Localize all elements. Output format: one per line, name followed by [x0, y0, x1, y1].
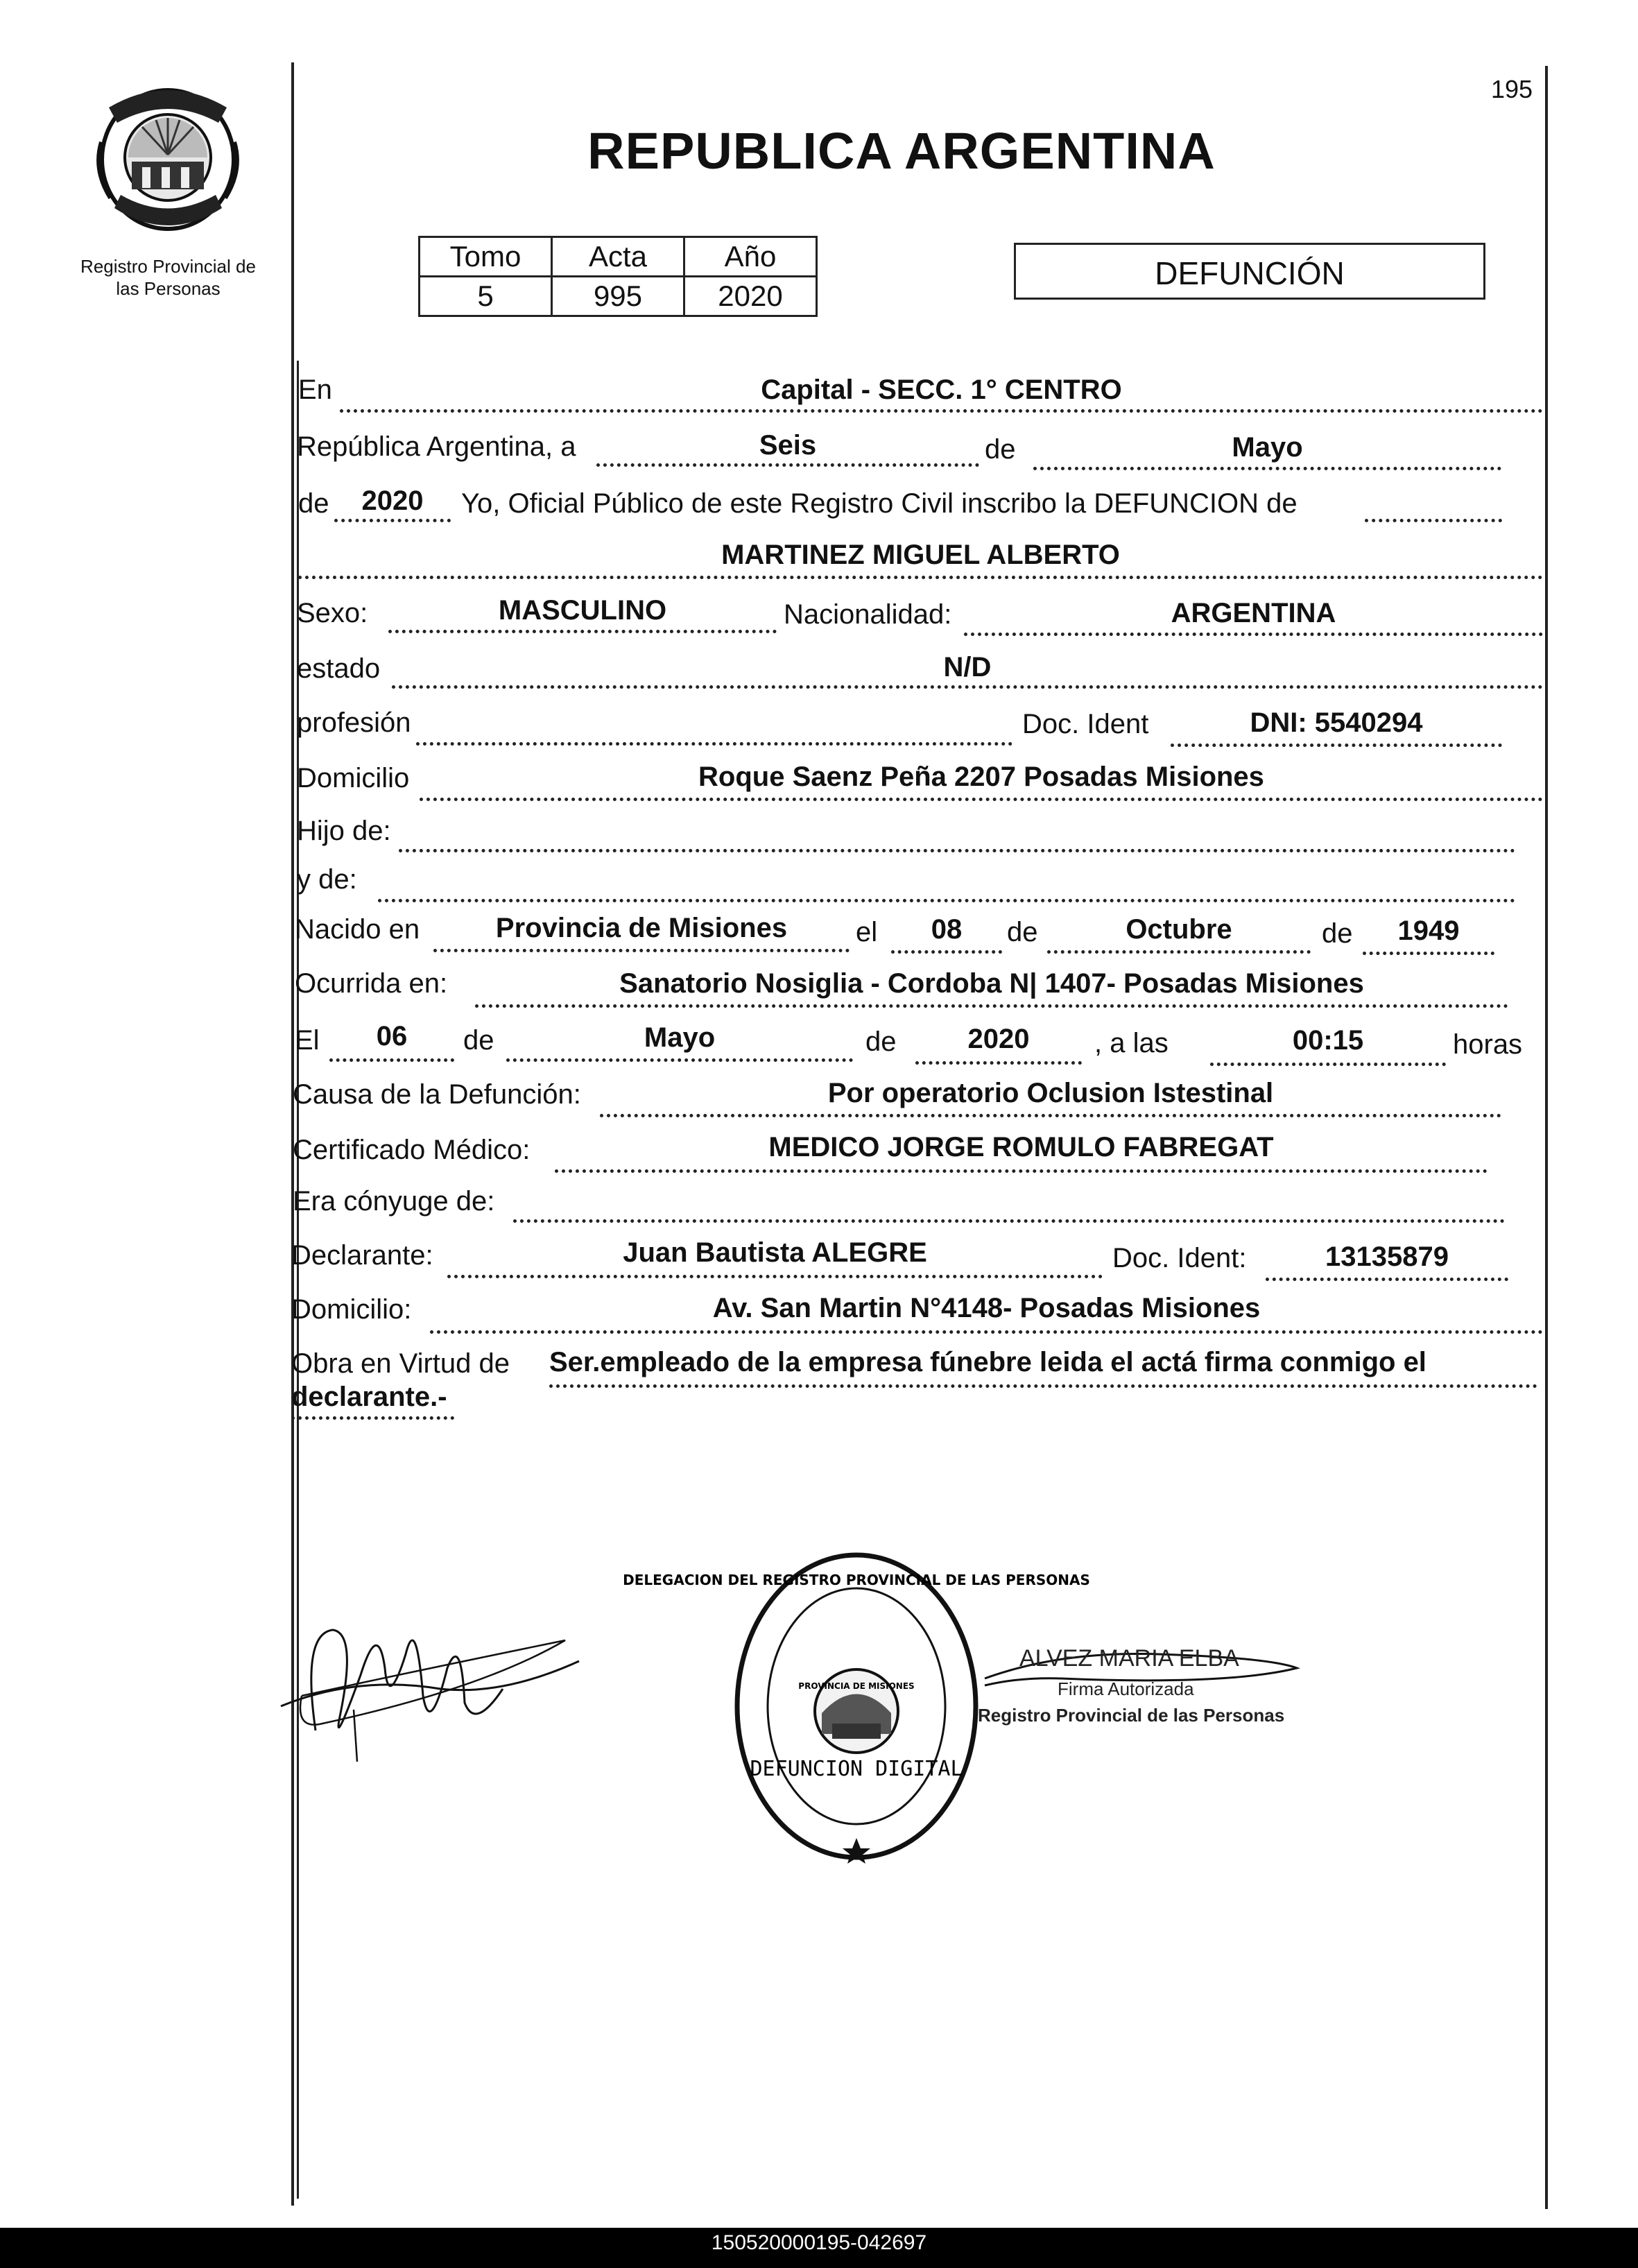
record-table-value-row — [420, 277, 817, 316]
en-line — [340, 409, 1543, 413]
birth-day: 08 — [931, 914, 963, 945]
yde-label: y de: — [297, 864, 357, 895]
domicilio2-label: Domicilio: — [291, 1294, 412, 1325]
hijo-line — [399, 849, 1515, 852]
official-name: ALVEZ MARIA ELBA — [1019, 1645, 1239, 1672]
official-institution: Registro Provincial de las Personas — [978, 1705, 1285, 1726]
registry-caption-line1: Registro Provincial de — [80, 256, 256, 277]
nacido-line — [433, 949, 850, 952]
record-table-header-row — [420, 237, 817, 277]
birth-de2-label: de — [1322, 918, 1353, 949]
domicilio2-line — [430, 1330, 1543, 1334]
registration-year: 2020 — [361, 486, 424, 516]
anio-value: 2020 — [684, 277, 817, 316]
domicilio-label: Domicilio — [297, 763, 410, 793]
doc-ident2-label: Doc. Ident: — [1112, 1243, 1247, 1273]
right-margin-line — [1545, 66, 1548, 2209]
estado-label: estado — [297, 653, 381, 684]
acta-value: 995 — [552, 277, 684, 316]
conyuge-line — [513, 1219, 1505, 1223]
year-prefix-label: de — [298, 488, 329, 519]
birth-year-line — [1363, 952, 1494, 955]
republica-label: República Argentina, a — [297, 431, 576, 462]
obra-line-2 — [291, 1416, 454, 1420]
name-line — [298, 576, 1543, 579]
death-month-line — [506, 1058, 853, 1062]
doc-ident-value: DNI: 5540294 — [1250, 707, 1423, 738]
month-line — [1033, 467, 1501, 470]
sexo-value: MASCULINO — [498, 595, 667, 626]
deceased-name: MARTINEZ MIGUEL ALBERTO — [721, 540, 1120, 570]
obra-value-1: Ser.empleado de la empresa fúnebre leida el actá firma conmigo el — [549, 1347, 1426, 1377]
death-time: 00:15 — [1292, 1025, 1364, 1056]
death-day: 06 — [376, 1021, 408, 1051]
de-label: de — [985, 434, 1016, 465]
domicilio-line — [420, 798, 1543, 801]
nacionalidad-label: Nacionalidad: — [784, 599, 952, 630]
death-de1-label: de — [463, 1025, 494, 1056]
death-de2-label: de — [865, 1026, 897, 1057]
certificado-line — [555, 1169, 1488, 1173]
conyuge-label: Era cónyuge de: — [293, 1186, 495, 1217]
doc-ident2-value: 13135879 — [1325, 1242, 1449, 1272]
birthplace-value: Provincia de Misiones — [495, 913, 788, 943]
alas-label: , a las — [1094, 1028, 1169, 1058]
sexo-label: Sexo: — [297, 598, 368, 628]
left-margin-line-2 — [297, 361, 299, 2199]
profesion-label: profesión — [297, 707, 411, 738]
record-table — [418, 236, 818, 317]
document-title: REPUBLICA ARGENTINA — [587, 122, 1216, 180]
registration-month: Mayo — [1232, 432, 1303, 463]
ocurrida-line — [475, 1004, 1508, 1008]
birth-month: Octubre — [1126, 914, 1232, 945]
nacido-label: Nacido en — [295, 914, 420, 945]
doc-ident-line — [1171, 744, 1502, 747]
registry-caption-line2: las Personas — [116, 278, 221, 299]
nacionalidad-value: ARGENTINA — [1171, 598, 1336, 628]
causa-label: Causa de la Defunción: — [293, 1079, 581, 1110]
tomo-value: 5 — [420, 277, 552, 316]
declarante-value: Juan Bautista ALEGRE — [623, 1237, 927, 1268]
stamp-center-text: DEFUNCION DIGITAL — [750, 1757, 963, 1781]
document-code: 150520000195-042697 — [711, 2231, 927, 2254]
stamp-ring-text: DELEGACION DEL REGISTRO PROVINCIAL DE LAS PERSONAS — [623, 1572, 1090, 1588]
anio-header: Año — [684, 237, 817, 277]
death-year-line — [915, 1061, 1082, 1065]
sexo-line — [388, 630, 777, 633]
domicilio-value: Roque Saenz Peña 2207 Posadas Misiones — [698, 762, 1264, 792]
document-type-box: DEFUNCIÓN — [1014, 243, 1485, 300]
birth-year: 1949 — [1397, 916, 1460, 946]
death-day-line — [329, 1058, 454, 1062]
death-time-line — [1210, 1063, 1446, 1066]
left-margin-line — [291, 62, 294, 2206]
obra-value-2: declarante.- — [291, 1382, 447, 1412]
provincia-emblem — [94, 80, 243, 236]
year-line — [334, 519, 451, 522]
obra-label: Obra en Virtud de — [291, 1348, 510, 1379]
declarant-signature — [274, 1592, 593, 1765]
ocurrida-label: Ocurrida en: — [295, 968, 448, 999]
birth-de1-label: de — [1007, 917, 1038, 947]
obra-line — [549, 1384, 1537, 1388]
page-number: 195 — [1491, 75, 1533, 103]
domicilio2-value: Av. San Martin N°4148- Posadas Misiones — [712, 1293, 1261, 1323]
delegation-stamp — [623, 1550, 1090, 1862]
declarante-line — [447, 1275, 1103, 1278]
yde-line — [378, 899, 1515, 902]
nacionalidad-line — [964, 633, 1543, 636]
registry-caption — [49, 255, 288, 300]
inner-seal-text: PROVINCIA DE MISIONES — [798, 1681, 915, 1691]
causa-line — [600, 1114, 1501, 1117]
doc-ident2-line — [1266, 1278, 1508, 1281]
en-value: Capital - SECC. 1° CENTRO — [761, 375, 1122, 405]
el-label: el — [856, 917, 878, 947]
inscribo-text: Yo, Oficial Público de este Registro Civil inscribo la DEFUNCION de — [461, 488, 1298, 519]
doc-ident-label: Doc. Ident — [1022, 709, 1149, 739]
profesion-line — [416, 742, 1012, 746]
horas-label: horas — [1453, 1029, 1523, 1060]
inscribo-line — [1365, 519, 1502, 522]
birth-month-line — [1047, 950, 1311, 954]
estado-line — [392, 685, 1543, 689]
acta-header: Acta — [552, 237, 684, 277]
ocurrida-value: Sanatorio Nosiglia - Cordoba N| 1407- Posadas Misiones — [619, 968, 1364, 999]
estado-value: N/D — [943, 652, 992, 682]
causa-value: Por operatorio Oclusion Istestinal — [827, 1078, 1274, 1108]
certificado-label: Certificado Médico: — [293, 1135, 531, 1165]
el2-label: El — [295, 1025, 320, 1056]
day-line — [596, 463, 979, 467]
death-registration-day: Seis — [759, 430, 817, 461]
birth-day-line — [891, 950, 1002, 954]
tomo-header: Tomo — [420, 237, 552, 277]
official-role: Firma Autorizada — [1058, 1678, 1194, 1699]
certificado-value: MEDICO JORGE ROMULO FABREGAT — [768, 1132, 1274, 1162]
hijo-label: Hijo de: — [297, 816, 391, 846]
en-label: En — [298, 375, 332, 405]
death-year: 2020 — [967, 1024, 1030, 1054]
death-month: Mayo — [644, 1022, 716, 1053]
declarante-label: Declarante: — [291, 1240, 433, 1271]
